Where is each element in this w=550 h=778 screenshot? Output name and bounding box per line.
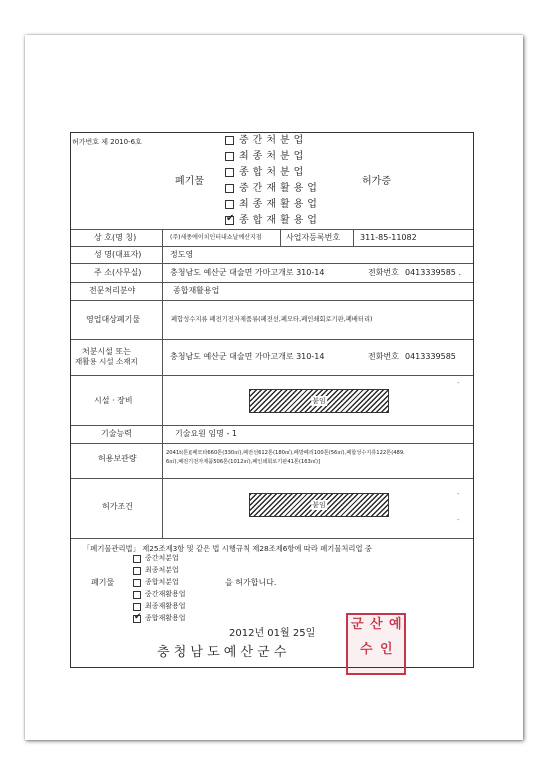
type-checkbox-3[interactable]: [225, 168, 234, 177]
conditions-attachment-note: 붙임: [312, 501, 326, 509]
waste-label: 폐기물: [175, 176, 204, 187]
field-label: 전문처리분야: [89, 286, 136, 295]
conditions-label: 허가조건: [102, 502, 133, 511]
facility-location-label-2: 재활용 시설 소재지: [75, 357, 138, 366]
facility-location-value: 충청남도 예산군 대술면 가마고개로 310-14: [170, 352, 325, 361]
official-seal-stamp: [346, 613, 406, 675]
issue-date: 2012년 01월 25일: [229, 628, 316, 639]
tech-label: 기술능력: [101, 429, 132, 438]
conditions-dash-1: -: [457, 490, 460, 498]
address-value: 충청남도 예산군 대술면 가마고개로 310-14: [170, 268, 325, 277]
seal-glyph-1: 군: [351, 617, 364, 632]
footer-type-checkbox-1[interactable]: [133, 555, 141, 563]
footer-type-label-4: 중간재활용업: [145, 590, 186, 598]
type-checkbox-1[interactable]: [225, 136, 234, 145]
footer-type-label-6: 종합재활용업: [145, 614, 186, 622]
address-phone-label: 전화번호: [368, 268, 399, 277]
type-checkbox-2[interactable]: [225, 152, 234, 161]
field-value: 종합재활용업: [173, 286, 220, 295]
address-label: 주 소(사무실): [94, 268, 142, 277]
footer-type-checkbox-3[interactable]: [133, 579, 141, 587]
capacity-line-1: 2041t(톤)[폐모타660톤(330㎡),폐전선612톤(180㎡),폐방폐리100톤(56㎡),폐합성수지류122톤(489.: [166, 450, 405, 456]
footer-type-checkbox-5[interactable]: [133, 603, 141, 611]
company-value: (주)세종에이치인터내쇼날예산지점: [170, 234, 262, 241]
target-waste-label: 영업대상폐기물: [86, 315, 141, 324]
type-label-6: 종합재활용업: [239, 215, 321, 226]
equipment-label: 시설 · 장비: [94, 396, 133, 405]
facility-location-label-1: 처분시설 또는: [82, 347, 131, 356]
facility-phone-value: 0413339585: [405, 352, 456, 361]
permit-statement: 을 허가합니다.: [225, 578, 277, 587]
address-phone-value: 0413339585 .: [405, 268, 461, 277]
seal-glyph-5: 인: [380, 642, 393, 657]
type-label-2: 최종처분업: [239, 151, 308, 162]
target-waste-value: 폐합성수지류 폐전기전자제품류(폐전선,폐모타,폐인쇄회로기판,폐배터리): [171, 316, 373, 323]
permit-number: 허가번호 제 2010-6호: [72, 138, 142, 146]
permit-form: [70, 132, 474, 668]
type-label-1: 중간처분업: [239, 135, 308, 146]
seal-glyph-3: 예: [389, 617, 402, 632]
footer-type-checkbox-4[interactable]: [133, 591, 141, 599]
footer-waste-label: 폐기물: [91, 578, 115, 587]
type-label-3: 종합처분업: [239, 167, 308, 178]
rep-value: 정도영: [170, 250, 194, 259]
footer-type-label-1: 중간처분업: [145, 554, 179, 562]
reg-number-label: 사업자등록번호: [286, 233, 341, 242]
tech-value: 기술요원 임명 - 1: [175, 429, 237, 438]
equipment-attachment-note: 붙임: [312, 397, 326, 405]
footer-type-label-5: 최종재활용업: [145, 602, 186, 610]
equipment-redaction: [249, 389, 389, 413]
conditions-redaction: [249, 493, 389, 517]
equipment-dash: -: [457, 379, 460, 387]
facility-phone-label: 전화번호: [368, 352, 399, 361]
footer-type-checkbox-2[interactable]: [133, 567, 141, 575]
capacity-label: 허용보관량: [98, 454, 137, 463]
cert-label: 허가증: [362, 176, 391, 187]
type-label-5: 최종재활용업: [239, 199, 321, 210]
footer-type-label-2: 최종처분업: [145, 566, 179, 574]
footer-type-label-3: 종합처분업: [145, 578, 179, 586]
company-label: 상 호(명 칭): [94, 233, 137, 242]
footer-check-mark-icon: ✔: [134, 612, 142, 622]
seal-glyph-2: 산: [370, 617, 383, 632]
issuer-name: 충 청 남 도 예 산 군 수: [157, 645, 287, 660]
type-checkbox-4[interactable]: [225, 184, 234, 193]
type-checkbox-5[interactable]: [225, 200, 234, 209]
type-label-4: 중간재활용업: [239, 183, 321, 194]
conditions-dash-2: -: [457, 516, 460, 524]
capacity-line-2: 6㎡),폐전기전자제품506톤(1012㎡),폐인쇄회로기판41톤(163㎡)]: [166, 459, 321, 465]
reg-number-value: 311-85-11082: [360, 233, 417, 242]
check-mark-icon: ✔: [226, 213, 235, 224]
rep-label: 성 명(대표자): [94, 250, 142, 259]
legal-statement: 「폐기물관리법」 제25조제3항 및 같은 법 시행규칙 제28조제6항에 따라 폐기물처리업 중: [83, 544, 372, 553]
seal-glyph-4: 수: [360, 642, 373, 657]
